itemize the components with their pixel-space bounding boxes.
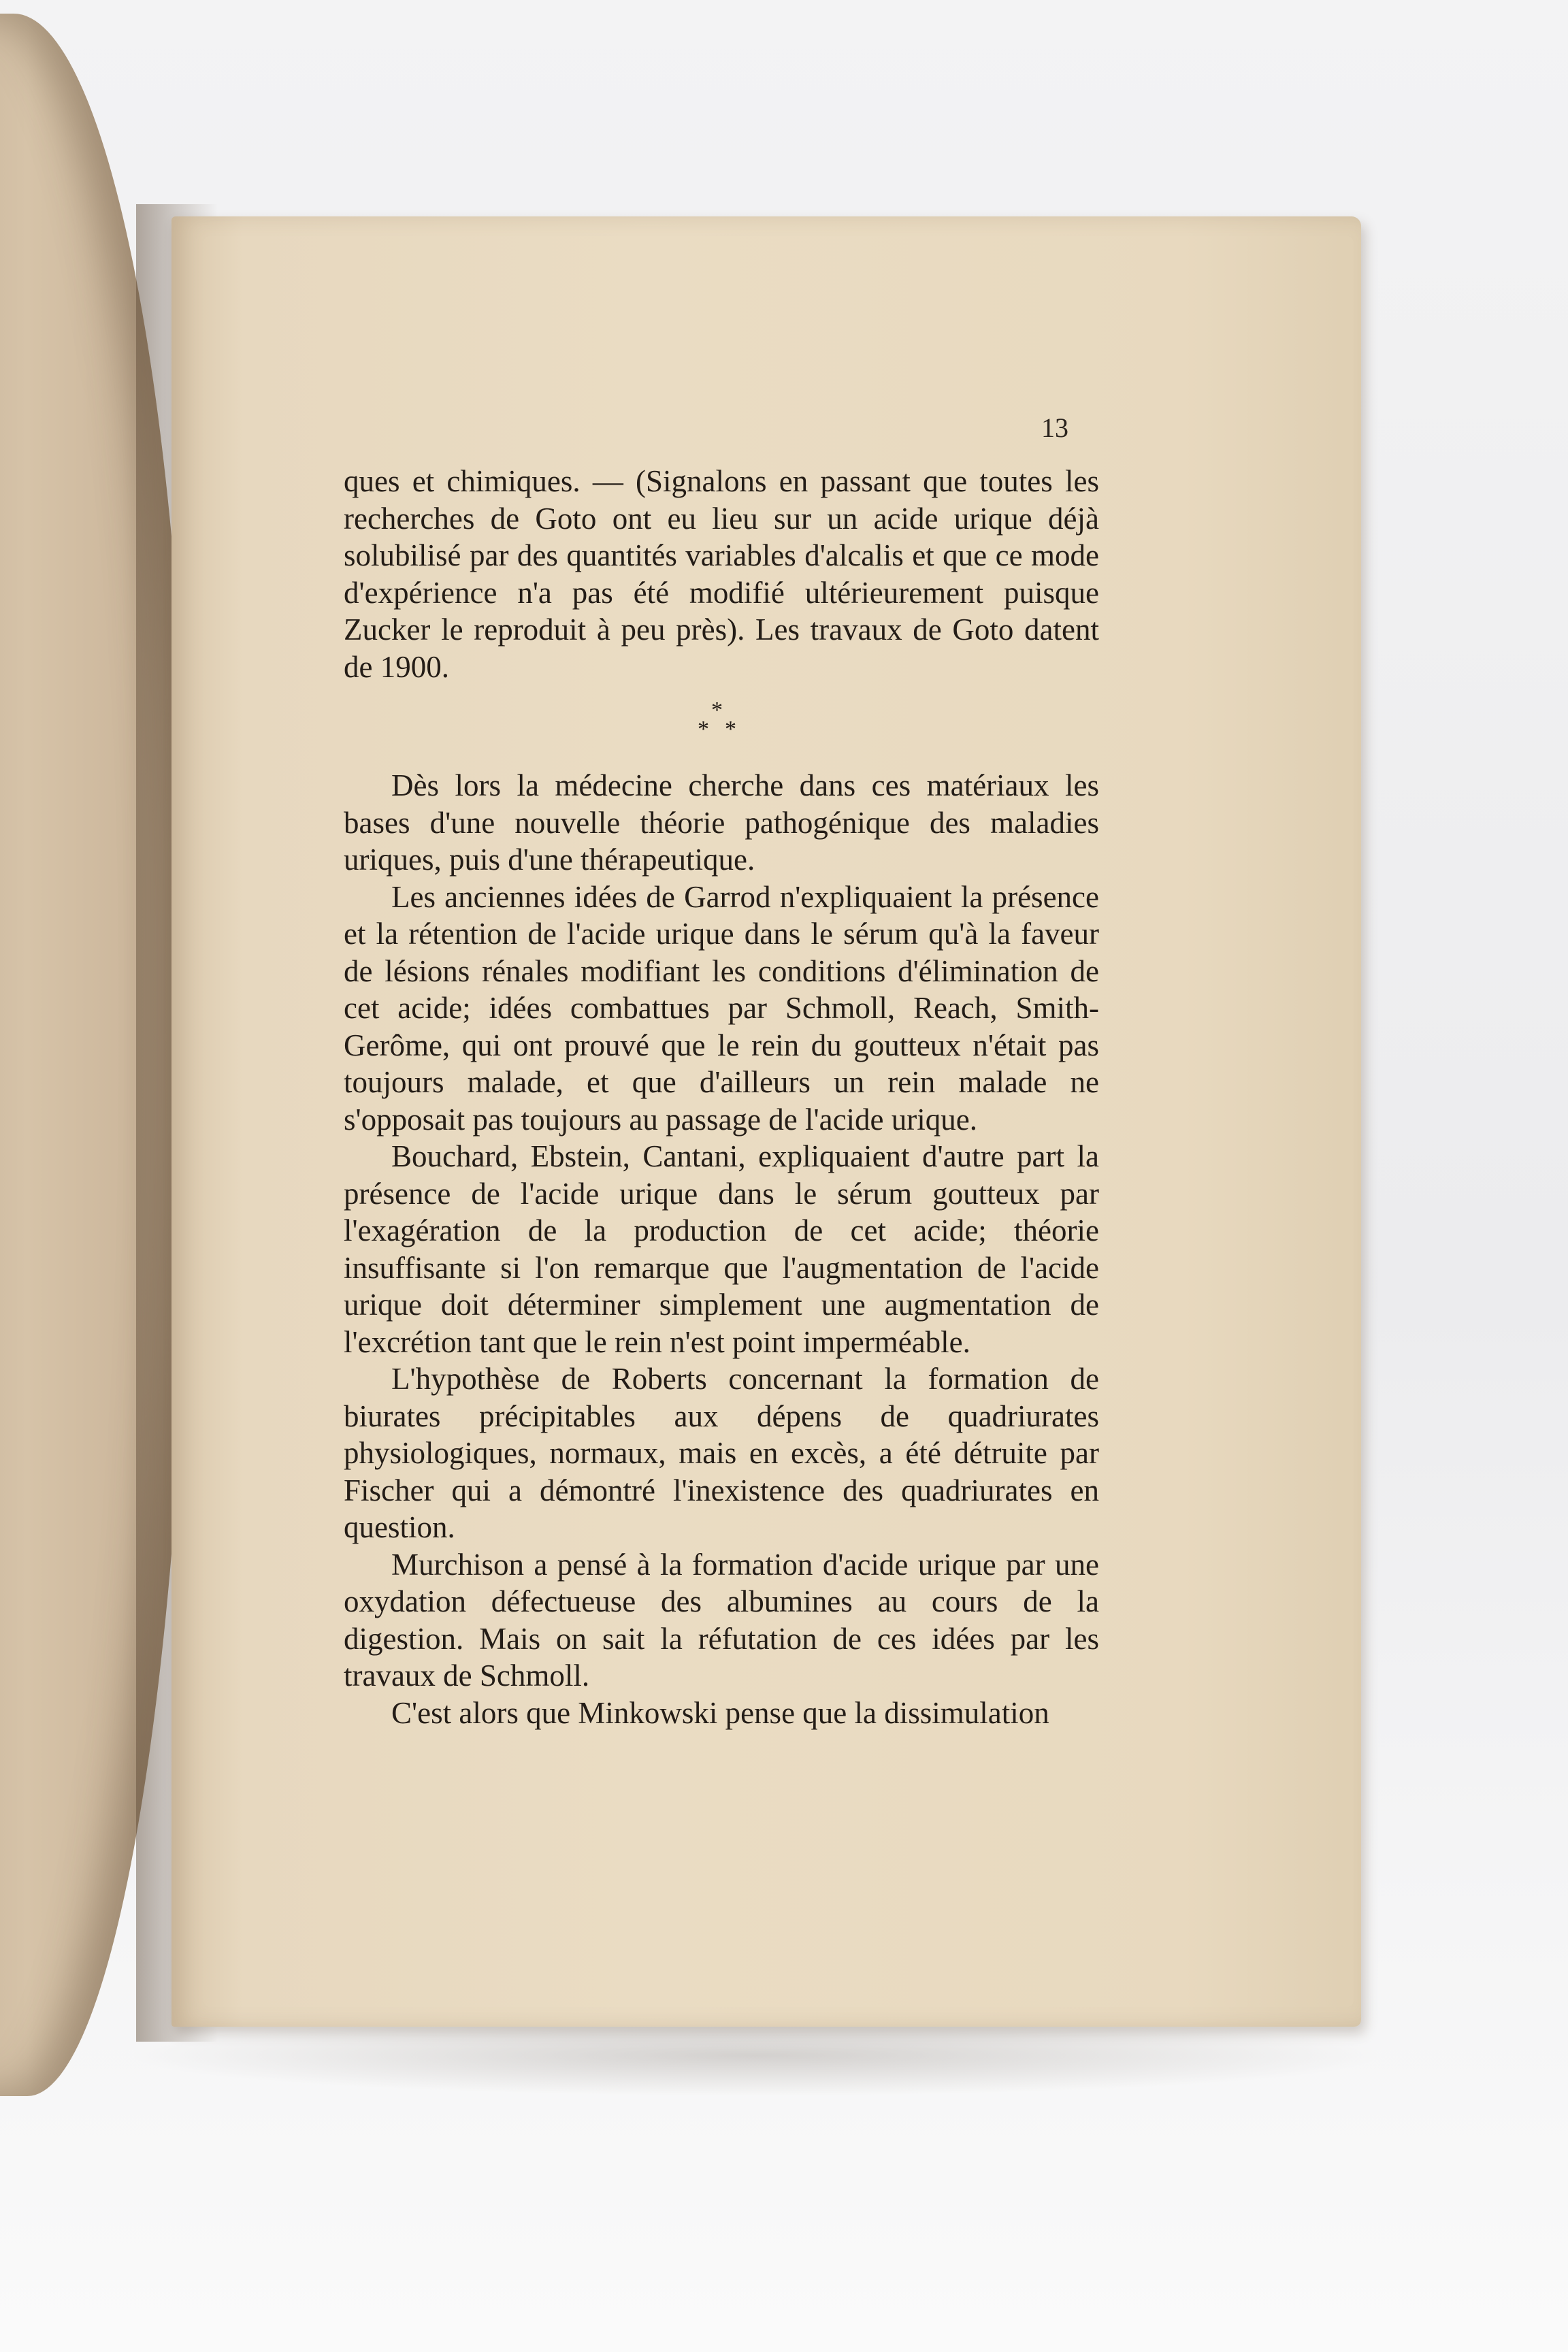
- asterism-star: *: [725, 717, 736, 742]
- asterism-star: *: [698, 717, 709, 742]
- book-shadow: [122, 2014, 1388, 2096]
- paragraph-continuation: ques et chimiques. — (Signalons en passant que toutes les recherches de Goto ont eu lieu sur un acide urique déjà solubilisé par des quantités variables d'alcalis et que ce mode d'expérience n'a pas été modifié ultérieurement puisque Zucker le reproduit à peu près). Les travaux de Goto datent de 1900.: [344, 464, 1099, 684]
- paragraph: Bouchard, Ebstein, Cantani, expliquaient d'autre part la présence de l'acide urique dans le sérum goutteux par l'exagération de la production de cet acide; théorie insuffisante si l'on remarque que l'augmentation de l'acide urique doit déterminer simplement une augmentation de l'excrétion tant que le rein n'est point imperméable.: [344, 1139, 1099, 1359]
- paragraph: Les anciennes idées de Garrod n'expliquaient la présence et la rétention de l'acide urique dans le sérum qu'à la faveur de lésions rénales modifiant les conditions d'élimination de cet acide; idées combattues par Schmoll, Reach, Smith-Gerôme, qui ont prouvé que le rein du goutteux n'était pas toujours malade, et que d'ailleurs un rein malade ne s'opposait pas toujours au passage de l'acide urique.: [344, 879, 1099, 1137]
- paragraph: Dès lors la médecine cherche dans ces matériaux les bases d'une nouvelle théorie pathogénique des maladies uriques, puis d'une thérapeutique.: [344, 768, 1099, 877]
- paragraph: L'hypothèse de Roberts concernant la formation de biurates précipitables aux dépens de quadriurates physiologiques, normaux, mais en excès, a été détruite par Fischer qui a démontré l'inexistence des quadriurates en question.: [344, 1362, 1099, 1544]
- paragraph: C'est alors que Minkowski pense que la dissimulation: [391, 1695, 1049, 1730]
- asterism-separator: [344, 685, 1099, 767]
- paragraph: Murchison a pensé à la formation d'acide urique par une oxydation défectueuse des albumines au cours de la digestion. Mais on sait la réfutation de ces idées par les travaux de Schmoll.: [344, 1547, 1099, 1693]
- asterism-star: *: [711, 698, 723, 723]
- page-number: 13: [1041, 412, 1068, 443]
- page-text: [344, 463, 1099, 1731]
